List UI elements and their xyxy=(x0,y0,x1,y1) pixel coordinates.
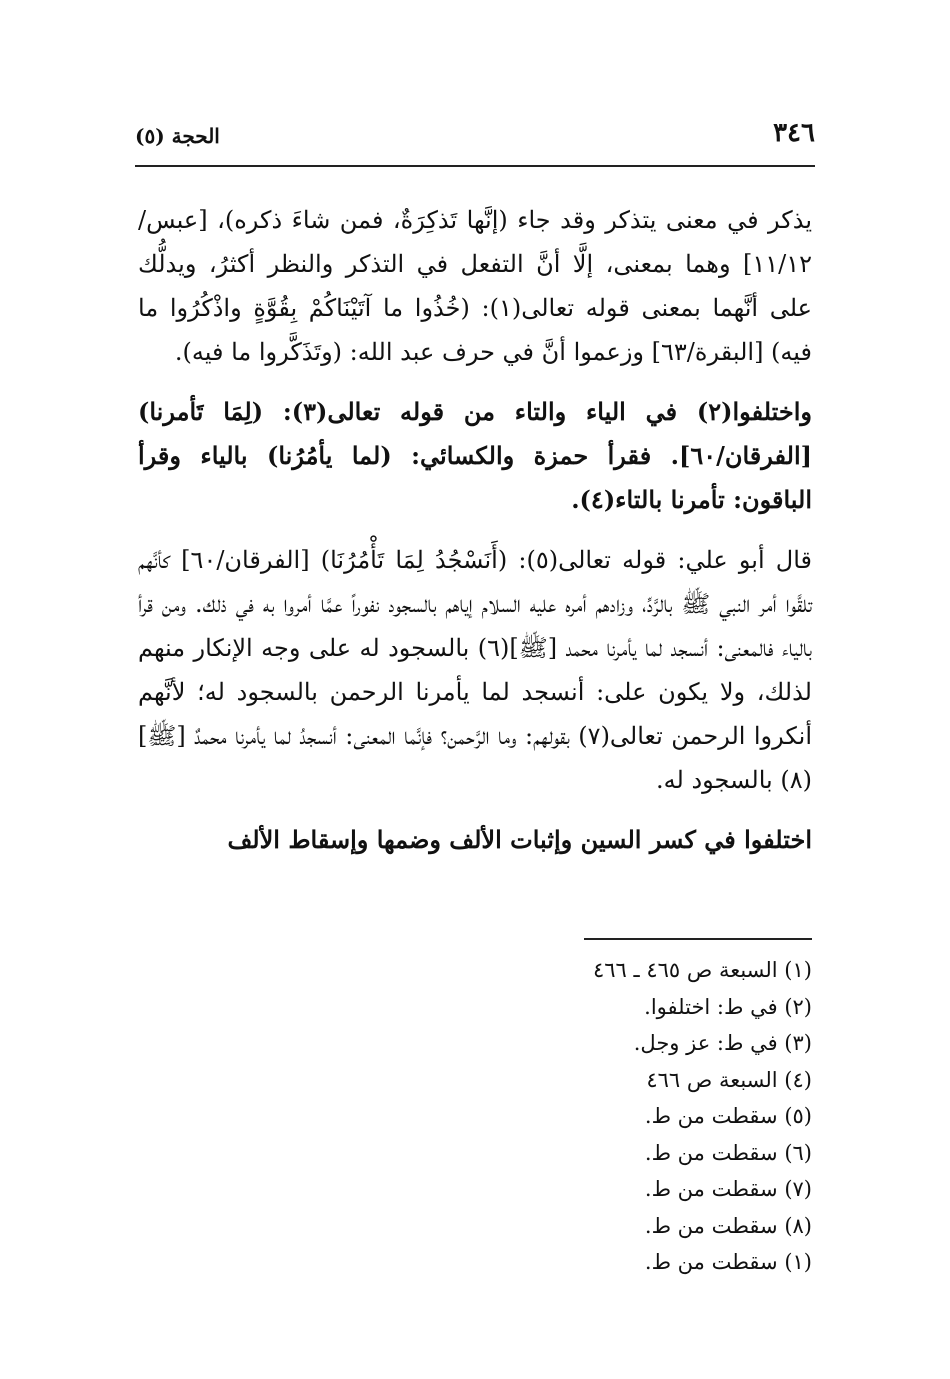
paragraph-2: واختلفوا(٢) في الياء والتاء من قوله تعالى(٣): (لِمَا تَأمرنا) [الفرقان/٦٠]. فقرأ حمزة والكسائي: (لما يأمُرُنا) بالياء وقرأ الباقون: تأمرنا بالتاء(٤). xyxy=(138,397,812,514)
footnote-item: (١) السبعة ص ٤٦٥ ـ ٤٦٦ xyxy=(593,958,812,982)
main-text xyxy=(138,198,812,878)
paragraph-3: قال أبو علي: قوله تعالى(٥): (أَنَسْجُدُ لِمَا تَأْمُرُنَا) [الفرقان/٦٠] كأنَّهم تلقَّوا أمر النبي ﷺ بالرَّدِّ، وزادهم أمره عليه السلام إياهم بالسجود نفوراً عمَّا أمروا به في ذلك. ومن قرأ بالياء فالمعنى: أنسجد لما يأمرنا محمد [ﷺ](٦) بالسجود له على وجه الإنكار منهم لذلك، ولا يكون على: أنسجد لما يأمرنا الرحمن بالسجود له؛ لأنَّهم أنكروا الرحمن تعالى(٧) بقولهم: وما الرَّحمن؟ فإنَّما المعنى: أنسجدُ لما يأمرنا محمدٌ [ﷺ](٨) بالسجود له. xyxy=(138,546,813,794)
footnote-item: (١) سقطت من ط. xyxy=(644,1250,812,1274)
footnote-item: (٢) في ط: اختلفوا. xyxy=(644,994,812,1019)
footnote-item: (٨) سقطت من ط. xyxy=(644,1213,812,1238)
footnote-item: (٣) في ط: عز وجل. xyxy=(633,1031,812,1055)
footnote-item: (٥) سقطت من ط. xyxy=(644,1104,812,1128)
footnote-item: (٤) السبعة ص ٤٦٦ xyxy=(646,1067,812,1092)
header-rule xyxy=(135,165,815,167)
footnote-rule xyxy=(584,938,812,940)
paragraph-1: يذكر في معنى يتذكر وقد جاء (إنَّها تَذكِرَةٌ، فمن شاءَ ذكره)، [عبس/١١/١٢] وهما بمعنى، إلَّا أنَّ التفعل في التذكر والنظر أكثرُ، ويدلُّك على أنَّهما بمعنى قوله تعالى(١): (خُذُوا ما آتَيْنَاكُمْ بِقُوَّةٍ واذْكُرُوا ما فيه) [البقرة/٦٣] وزعموا أنَّ في حرف عبد الله: (وتَذَكَّروا ما فيه). xyxy=(138,206,813,366)
trailing-line: اختلفوا في كسر السين وإثبات الألف وضمها وإسقاط الألف xyxy=(227,825,812,854)
page-header xyxy=(135,118,815,158)
footnote-item: (٦) سقطت من ط. xyxy=(644,1140,812,1165)
page-number: ٣٤٦ xyxy=(773,118,815,148)
running-title: الحجة (٥) xyxy=(135,124,220,148)
footnotes xyxy=(300,952,812,1281)
footnote-item: (٧) سقطت من ط. xyxy=(644,1177,812,1201)
